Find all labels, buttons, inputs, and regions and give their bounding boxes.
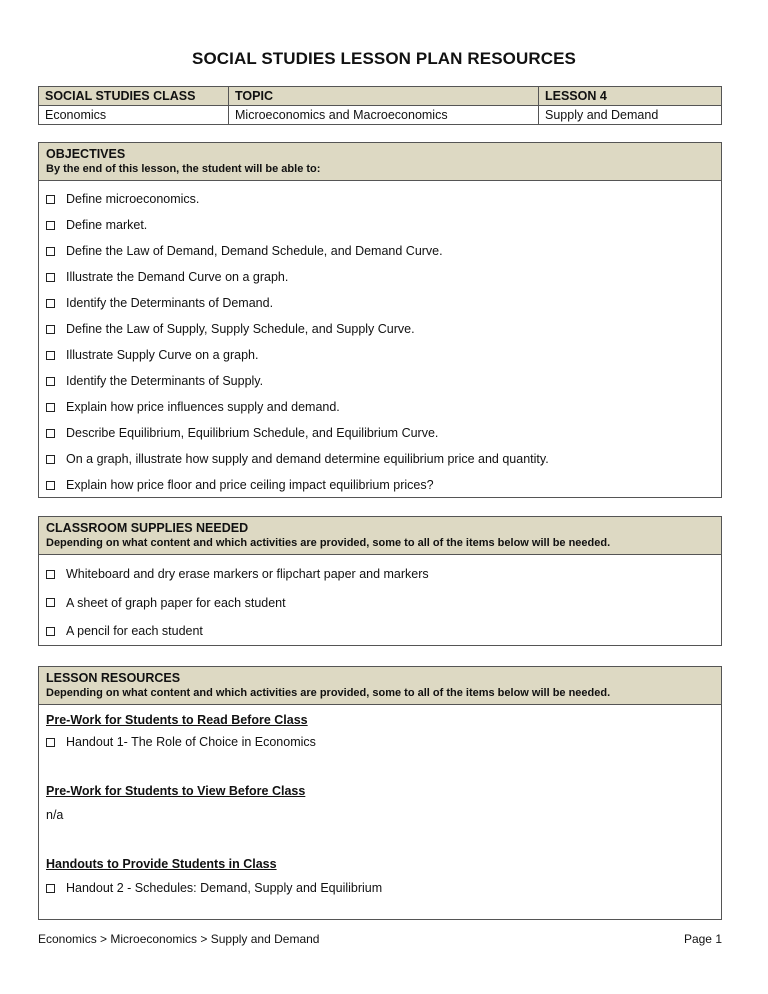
list-item	[39, 879, 721, 897]
class-header: SOCIAL STUDIES CLASS	[39, 87, 228, 106]
resources-header	[39, 667, 721, 705]
topic-column	[229, 87, 539, 124]
prework-read-title: Pre-Work for Students to Read Before Class	[46, 713, 308, 727]
list-item: A pencil for each student	[46, 617, 721, 646]
list-item: Illustrate Supply Curve on a graph.	[46, 342, 721, 368]
list-item: Define microeconomics.	[46, 186, 721, 212]
checkbox-icon[interactable]	[46, 570, 55, 579]
prework-view-title: Pre-Work for Students to View Before Class	[46, 784, 306, 798]
checkbox-icon[interactable]	[46, 738, 55, 747]
handouts-title: Handouts to Provide Students in Class	[46, 857, 277, 871]
checkbox-icon[interactable]	[46, 377, 55, 386]
checkbox-icon[interactable]	[46, 273, 55, 282]
lesson-header: LESSON 4	[539, 87, 721, 106]
list-item: Identify the Determinants of Demand.	[46, 290, 721, 316]
checkbox-icon[interactable]	[46, 455, 55, 464]
footer-path: Economics > Microeconomics > Supply and Demand	[38, 932, 320, 946]
page-title: SOCIAL STUDIES LESSON PLAN RESOURCES	[192, 49, 576, 68]
objectives-subheading: By the end of this lesson, the student will be able to:	[46, 163, 321, 175]
topic-header: TOPIC	[229, 87, 538, 106]
list-item	[39, 733, 721, 751]
handouts-item: Handout 2 - Schedules: Demand, Supply and Equilibrium	[66, 881, 383, 895]
class-column	[39, 87, 229, 124]
supplies-header	[39, 517, 721, 555]
objectives-heading: OBJECTIVES	[46, 147, 126, 161]
list-item: Explain how price floor and price ceiling impact equilibrium prices?	[46, 472, 721, 498]
checkbox-icon[interactable]	[46, 403, 55, 412]
list-item: A sheet of graph paper for each student	[46, 589, 721, 618]
list-item: Illustrate the Demand Curve on a graph.	[46, 264, 721, 290]
list-item: Describe Equilibrium, Equilibrium Schedule, and Equilibrium Curve.	[46, 420, 721, 446]
list-item: Define the Law of Supply, Supply Schedule, and Supply Curve.	[46, 316, 721, 342]
supplies-box	[38, 516, 722, 646]
prework-view-value: n/a	[46, 808, 64, 822]
checkbox-icon[interactable]	[46, 598, 55, 607]
lesson-column	[539, 87, 721, 124]
checkbox-icon[interactable]	[46, 247, 55, 256]
objectives-header	[39, 143, 721, 181]
class-value: Economics	[45, 108, 107, 122]
list-item: Whiteboard and dry erase markers or flipchart paper and markers	[46, 560, 721, 589]
checkbox-icon[interactable]	[46, 351, 55, 360]
supplies-heading: CLASSROOM SUPPLIES NEEDED	[46, 521, 249, 535]
class-info-table	[38, 86, 722, 125]
checkbox-icon[interactable]	[46, 627, 55, 636]
resources-subheading: Depending on what content and which activities are provided, some to all of the items below will be needed.	[46, 687, 611, 699]
resources-heading: LESSON RESOURCES	[46, 671, 181, 685]
resources-box	[38, 666, 722, 920]
page-footer	[38, 932, 722, 946]
checkbox-icon[interactable]	[46, 325, 55, 334]
checkbox-icon[interactable]	[46, 195, 55, 204]
supplies-subheading: Depending on what content and which activities are provided, some to all of the items below will be needed.	[46, 537, 611, 549]
supplies-list	[39, 555, 721, 646]
topic-value: Microeconomics and Macroeconomics	[235, 108, 448, 122]
checkbox-icon[interactable]	[46, 221, 55, 230]
page-number: Page 1	[683, 932, 722, 946]
list-item: Explain how price influences supply and demand.	[46, 394, 721, 420]
checkbox-icon[interactable]	[46, 884, 55, 893]
list-item: Identify the Determinants of Supply.	[46, 368, 721, 394]
objectives-list	[39, 181, 721, 498]
checkbox-icon[interactable]	[46, 299, 55, 308]
prework-read-item: Handout 1- The Role of Choice in Economics	[66, 735, 316, 749]
list-item: On a graph, illustrate how supply and demand determine equilibrium price and quantity.	[46, 446, 721, 472]
checkbox-icon[interactable]	[46, 481, 55, 490]
lesson-value: Supply and Demand	[545, 108, 659, 122]
checkbox-icon[interactable]	[46, 429, 55, 438]
list-item: Define the Law of Demand, Demand Schedule, and Demand Curve.	[46, 238, 721, 264]
list-item: Define market.	[46, 212, 721, 238]
objectives-box	[38, 142, 722, 498]
